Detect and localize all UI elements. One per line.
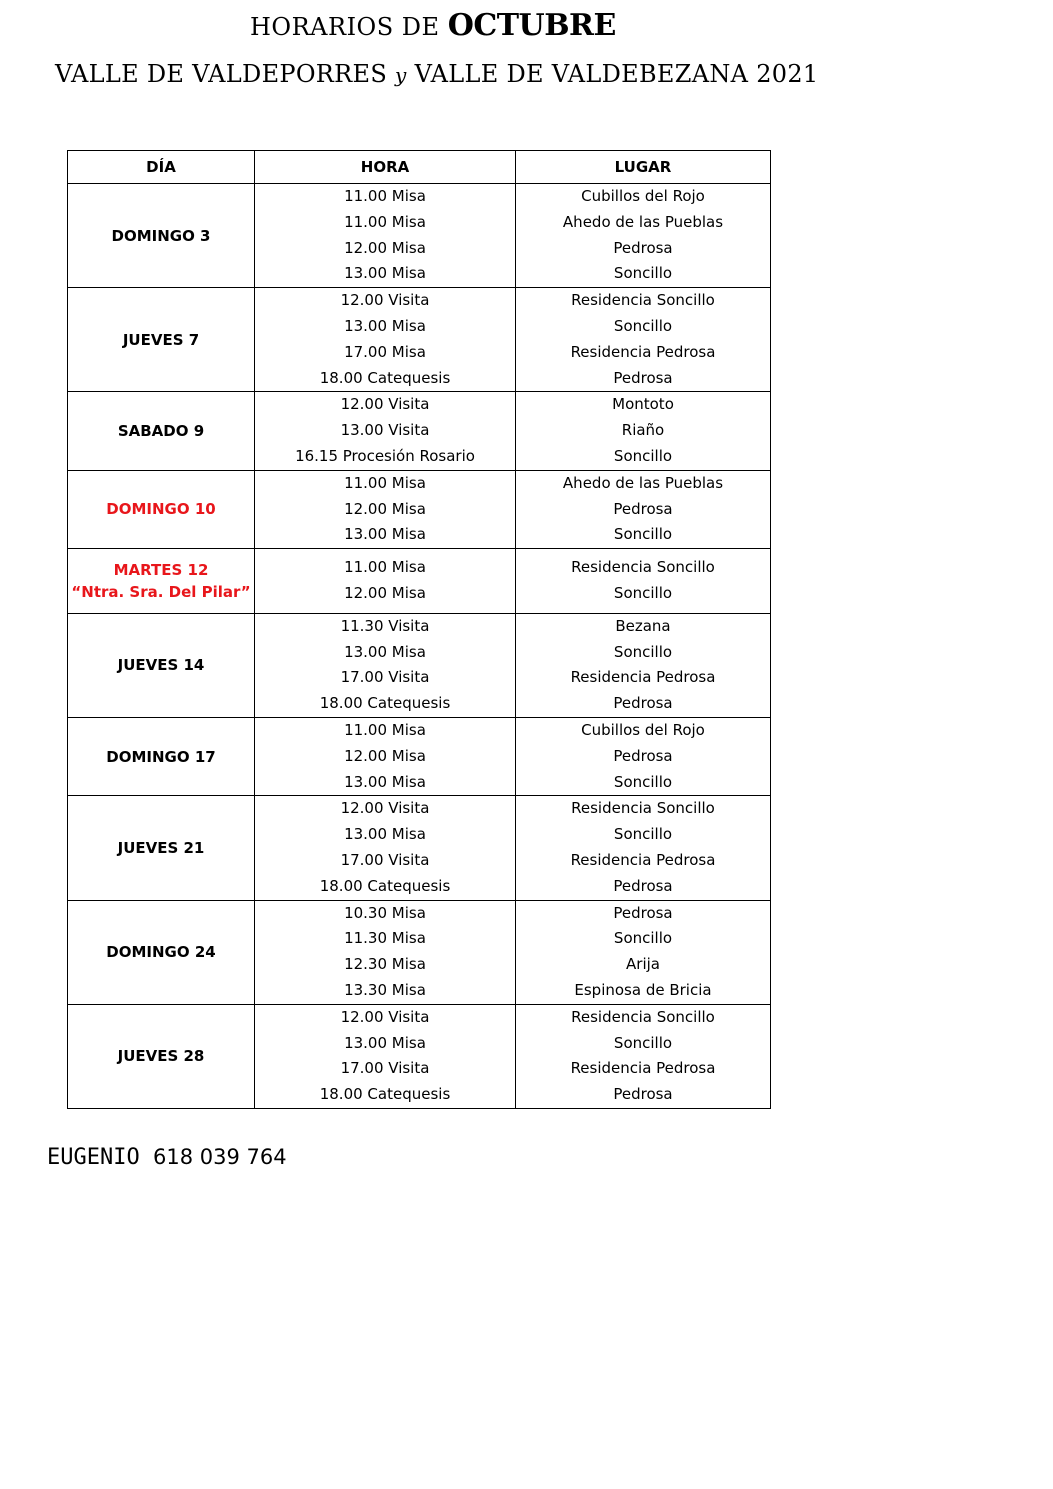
day-cell [68,900,255,1004]
day-cell [68,613,255,717]
day-label: JUEVES 21 [117,838,205,857]
hour-cell [255,184,516,288]
place-entry: Soncillo [613,446,673,465]
table-header-row [68,151,771,184]
contact-phone: 618 039 764 [152,1145,287,1169]
subtitle-right: VALLE DE VALDEBEZANA 2021 [406,60,819,88]
place-entry: Soncillo [613,264,673,283]
title-month: OCTUBRE [447,8,616,43]
hour-entry: 11.00 Misa [344,473,426,492]
page-title [250,8,616,43]
place-cell [516,613,771,717]
day-label: JUEVES 7 [122,330,200,349]
day-sublabel: “Ntra. Sra. Del Pilar” [71,582,251,601]
place-entry: Soncillo [613,929,673,948]
hour-entry: 18.00 Catequesis [319,876,451,895]
schedule-body [68,184,771,1109]
place-entry: Montoto [612,395,674,414]
hour-entry: 12.00 Misa [344,499,426,518]
day-label: DOMINGO 10 [106,500,216,519]
place-entry: Soncillo [613,825,673,844]
hour-entry: 13.00 Misa [344,772,426,791]
hour-entry: 13.00 Misa [344,316,426,335]
hour-entry: 12.30 Misa [344,955,426,974]
hour-entry: 17.00 Visita [340,1059,430,1078]
day-label: JUEVES 28 [117,1047,205,1066]
hour-entry: 11.00 Misa [344,212,426,231]
hour-entry: 18.00 Catequesis [319,694,451,713]
hour-entry: 12.00 Visita [340,799,430,818]
table-row [68,549,771,614]
place-cell [516,184,771,288]
column-header-day: DÍA [68,151,255,184]
table-row [68,1004,771,1108]
place-entry: Pedrosa [613,903,673,922]
place-cell [516,900,771,1004]
place-entry: Residencia Pedrosa [570,668,716,687]
place-entry: Residencia Pedrosa [570,342,716,361]
place-entry: Cubillos del Rojo [581,187,705,205]
place-entry: Residencia Pedrosa [570,850,716,869]
title-prefix: HORARIOS DE [250,13,448,41]
place-entry: Pedrosa [613,746,673,765]
place-cell [516,717,771,795]
hour-cell [255,796,516,900]
day-cell [68,184,255,288]
place-entry: Espinosa de Bricia [574,980,712,999]
place-cell [516,470,771,548]
day-label: DOMINGO 17 [106,747,216,766]
table-row [68,900,771,1004]
contact-line [47,1145,287,1170]
schedule-table [67,150,771,1109]
hour-entry: 17.00 Visita [340,668,430,687]
place-entry: Residencia Soncillo [571,1007,715,1026]
hour-entry: 12.00 Visita [340,395,430,414]
place-entry: Residencia Soncillo [571,291,715,310]
hour-entry: 16.15 Procesión Rosario [295,446,475,465]
hour-entry: 12.00 Visita [340,1007,430,1026]
day-label: JUEVES 14 [117,656,205,675]
place-cell [516,288,771,392]
column-header-place: LUGAR [516,151,771,184]
hour-entry: 12.00 Misa [344,238,426,257]
hour-cell [255,613,516,717]
table-row [68,717,771,795]
hour-entry: 11.30 Visita [340,616,430,635]
place-entry: Soncillo [613,772,673,791]
hour-entry: 12.00 Visita [340,291,430,310]
hour-entry: 10.30 Misa [344,903,426,922]
day-cell [68,470,255,548]
day-cell [68,796,255,900]
day-cell [68,1004,255,1108]
hour-entry: 13.00 Misa [344,1033,426,1052]
hour-cell [255,470,516,548]
table-row [68,392,771,470]
place-entry: Pedrosa [613,238,673,257]
hour-entry: 13.00 Misa [344,525,426,544]
column-header-hour: HORA [255,151,516,184]
hour-entry: 18.00 Catequesis [319,1085,451,1104]
day-cell [68,288,255,392]
day-label: MARTES 12 [113,560,209,579]
place-entry: Pedrosa [613,1085,673,1104]
place-cell [516,1004,771,1108]
place-entry: Pedrosa [613,876,673,895]
hour-entry: 12.00 Misa [344,583,426,602]
place-entry: Residencia Soncillo [571,799,715,818]
hour-entry: 13.00 Misa [344,264,426,283]
place-entry: Riaño [621,421,665,440]
place-entry: Soncillo [613,642,673,661]
place-entry: Pedrosa [613,694,673,713]
hour-entry: 11.30 Misa [344,929,426,948]
place-entry: Arija [626,955,660,974]
hour-entry: 17.00 Misa [344,342,426,361]
hour-cell [255,549,516,614]
day-label: DOMINGO 3 [111,226,211,245]
place-cell [516,549,771,614]
place-entry: Soncillo [613,316,673,335]
place-entry: Pedrosa [613,368,673,387]
subtitle-y: y [395,63,407,87]
table-row [68,288,771,392]
place-cell [516,392,771,470]
place-entry: Residencia Pedrosa [570,1059,716,1078]
hour-cell [255,717,516,795]
hour-entry: 13.00 Visita [340,421,430,440]
hour-entry: 13.00 Misa [344,642,426,661]
place-entry: Residencia Soncillo [571,558,715,577]
place-entry: Soncillo [613,1033,673,1052]
hour-cell [255,392,516,470]
place-cell [516,796,771,900]
page-subtitle [55,60,818,88]
subtitle-left: VALLE DE VALDEPORRES [55,60,396,88]
day-cell [68,717,255,795]
hour-entry: 11.00 Misa [344,187,426,205]
place-entry: Ahedo de las Pueblas [562,473,724,492]
table-row [68,796,771,900]
hour-entry: 11.00 Misa [344,720,426,739]
hour-entry: 11.00 Misa [344,558,426,577]
place-entry: Soncillo [613,583,673,602]
day-cell [68,392,255,470]
hour-entry: 12.00 Misa [344,746,426,765]
table-row [68,470,771,548]
contact-name: EUGENIO [47,1145,140,1170]
place-entry: Pedrosa [613,499,673,518]
table-row [68,184,771,288]
day-label: DOMINGO 24 [106,943,216,962]
hour-entry: 18.00 Catequesis [319,368,451,387]
day-cell [68,549,255,614]
hour-entry: 17.00 Visita [340,850,430,869]
hour-cell [255,900,516,1004]
hour-entry: 13.30 Misa [344,980,426,999]
table-row [68,613,771,717]
place-entry: Bezana [615,616,671,635]
hour-cell [255,288,516,392]
place-entry: Soncillo [613,525,673,544]
place-entry: Ahedo de las Pueblas [562,212,724,231]
day-label: SABADO 9 [117,422,205,441]
hour-entry: 13.00 Misa [344,825,426,844]
place-entry: Cubillos del Rojo [581,720,705,739]
hour-cell [255,1004,516,1108]
